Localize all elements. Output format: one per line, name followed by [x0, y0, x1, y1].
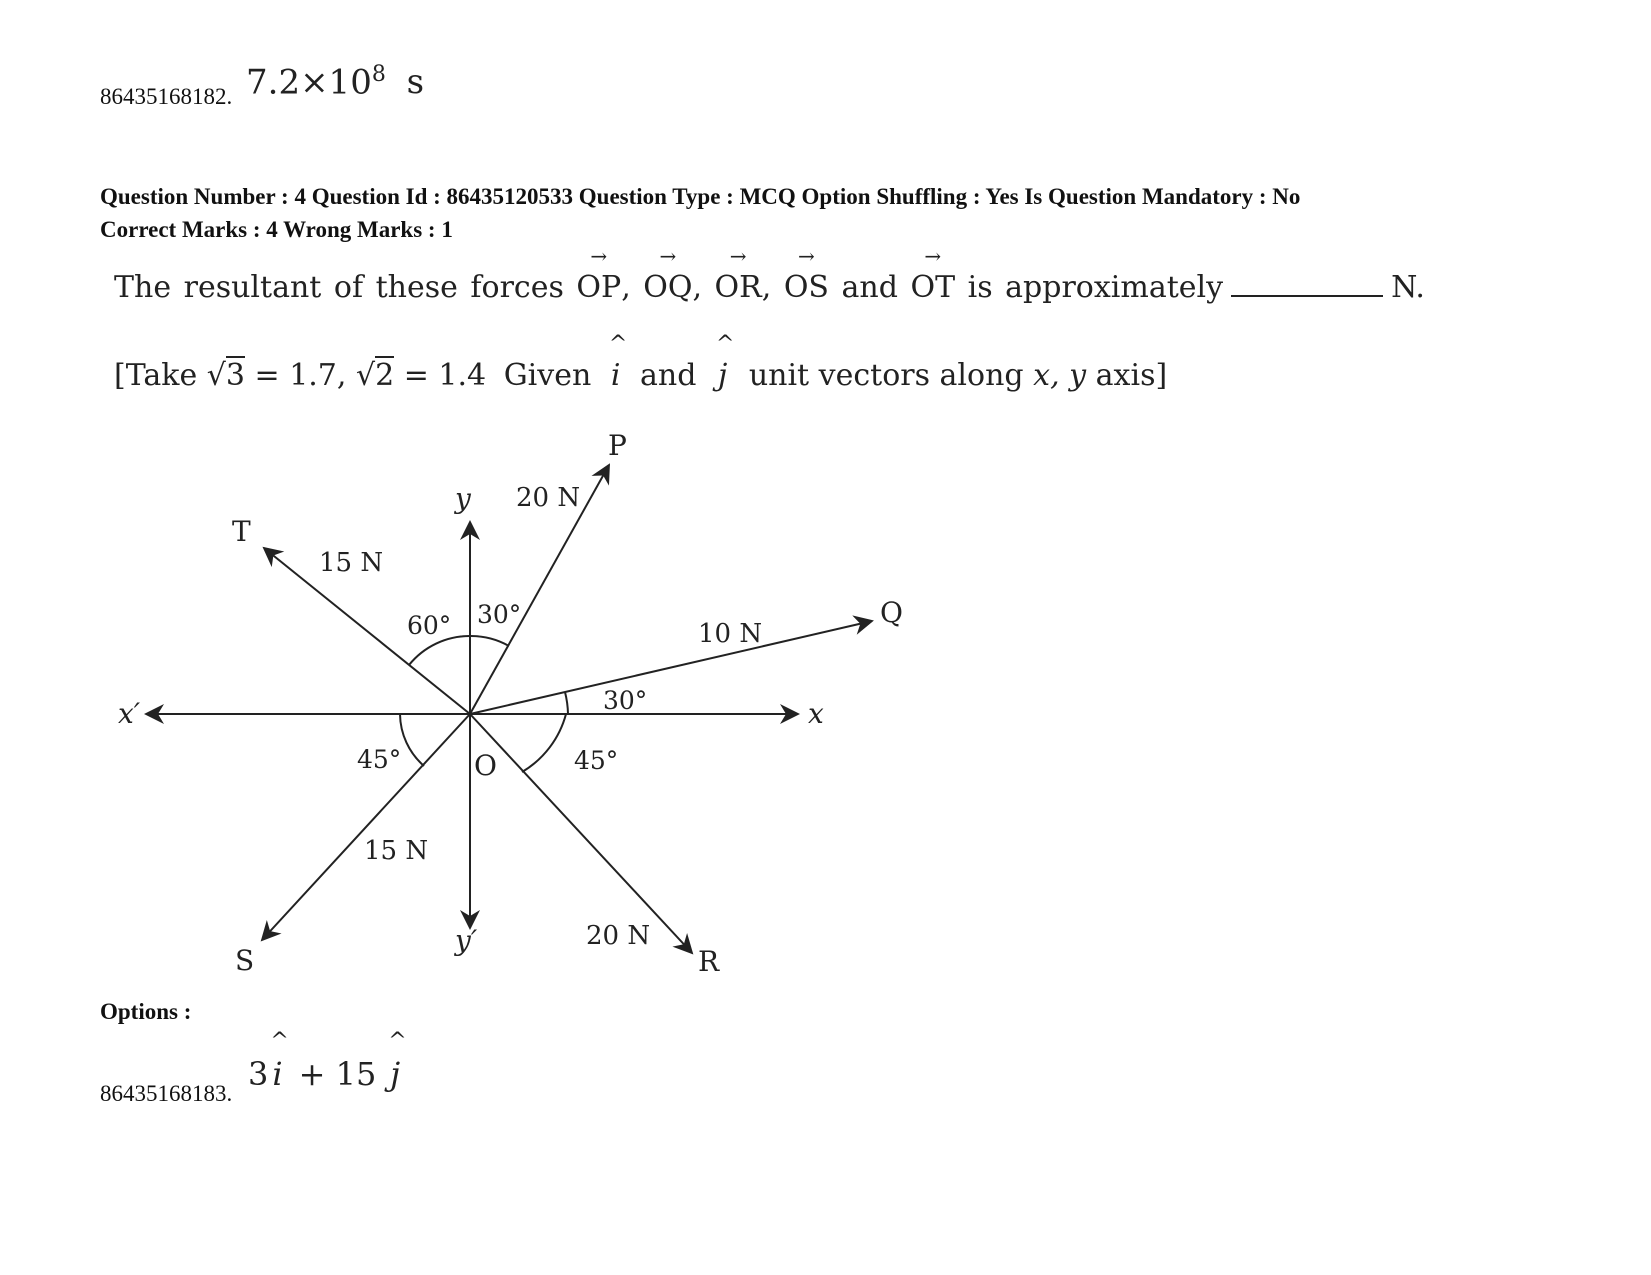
hat-icon: ^ — [270, 1029, 289, 1054]
vector-arrow: → — [924, 244, 942, 268]
label-x-neg: x′ — [118, 697, 141, 730]
hat-icon: ^ — [608, 332, 628, 357]
sqrt-icon: √ — [206, 358, 226, 393]
vector-or-label: OR — [714, 270, 762, 305]
vector-oq-label: OQ — [643, 270, 693, 305]
prev-option-unit: s — [406, 62, 425, 103]
label-r: R — [698, 945, 720, 978]
sqrt2-radicand: 2 — [375, 358, 395, 393]
angle-label-xneg-s: 45° — [357, 745, 402, 774]
question-meta-line1: Question Number : 4 Question Id : 86435120533 Question Type : MCQ Option Shuffling : Yes Is Question Mandatory : No — [100, 184, 1301, 209]
label-y: y — [455, 482, 471, 515]
given-word: Given — [503, 358, 592, 393]
hat-icon: ^ — [388, 1029, 407, 1054]
force-label-or: 20 N — [586, 921, 651, 951]
vector-arrow: → — [590, 244, 608, 268]
j-hat-letter: j — [717, 358, 728, 393]
label-t: T — [232, 515, 251, 548]
option-1-i-letter: i — [272, 1055, 283, 1093]
prev-option-mantissa: 7.2×10 — [246, 62, 372, 103]
option-1-coef-j: + 15 — [298, 1055, 377, 1093]
angle-label-x-r: 45° — [574, 746, 619, 775]
given-end-a: unit vectors along — [748, 358, 1024, 393]
label-o: O — [474, 749, 497, 782]
vector-os-label: OS — [783, 270, 829, 305]
word-and-2: and — [639, 358, 697, 393]
option-1-coef-i: 3 — [248, 1055, 269, 1093]
i-hat-letter: i — [610, 358, 621, 393]
word-and: and — [841, 270, 898, 305]
prev-option-exponent: 8 — [371, 62, 386, 87]
arc-xneg-s — [400, 714, 424, 766]
vector-arrow: → — [659, 244, 677, 268]
angle-label-t-y: 60° — [407, 611, 452, 640]
arc-x-r — [522, 714, 566, 772]
vector-ot-label: OT — [910, 270, 956, 305]
force-label-ot: 15 N — [319, 548, 384, 578]
arc-x-q — [565, 692, 568, 714]
force-label-oq: 10 N — [698, 619, 763, 649]
question-meta-line2: Correct Marks : 4 Wrong Marks : 1 — [100, 217, 453, 242]
question-unit: N. — [1391, 270, 1425, 305]
question-text-end: is approximately — [967, 270, 1224, 305]
question-text-start: The resultant of these forces — [114, 270, 564, 305]
sqrt3-radicand: 3 — [225, 358, 245, 393]
sqrt-icon: √ — [355, 358, 376, 393]
angle-label-x-q: 30° — [603, 686, 648, 715]
angle-label-y-p: 30° — [477, 600, 522, 629]
y-symbol: y — [1069, 358, 1087, 393]
x-symbol: x, — [1033, 358, 1060, 393]
option-1-j-letter: j — [390, 1055, 401, 1093]
hat-icon: ^ — [715, 332, 735, 357]
label-x: x — [808, 697, 824, 730]
label-p: P — [608, 429, 627, 462]
sqrt2-value: = 1.4 — [403, 358, 487, 393]
prev-option-id: 86435168182. — [100, 84, 233, 109]
option-1-i-hat — [270, 1029, 289, 1093]
question-text: The resultant of these forces → OP, → OQ, → OR, → OS and → OT is approximately N. — [114, 244, 1425, 305]
sqrt3-value: = 1.7, — [254, 358, 347, 393]
option-1-id: 86435168183. — [100, 1081, 233, 1106]
given-end-b: axis] — [1095, 358, 1168, 393]
option-1-j-hat — [388, 1029, 407, 1093]
label-q: Q — [880, 596, 903, 629]
option-1-value[interactable] — [248, 1029, 407, 1093]
label-s: S — [235, 944, 255, 977]
vector-op-label: OP — [576, 270, 622, 305]
vector-arrow: → — [729, 244, 747, 268]
vector-arrow: → — [798, 244, 815, 268]
arc-y-p — [470, 636, 509, 646]
label-y-neg: y′ — [455, 924, 478, 957]
options-heading: Options : — [100, 999, 192, 1024]
given-take: [Take — [114, 358, 198, 393]
force-label-op: 20 N — [516, 483, 581, 513]
arc-t-y — [409, 636, 470, 665]
force-label-os: 15 N — [364, 836, 429, 866]
